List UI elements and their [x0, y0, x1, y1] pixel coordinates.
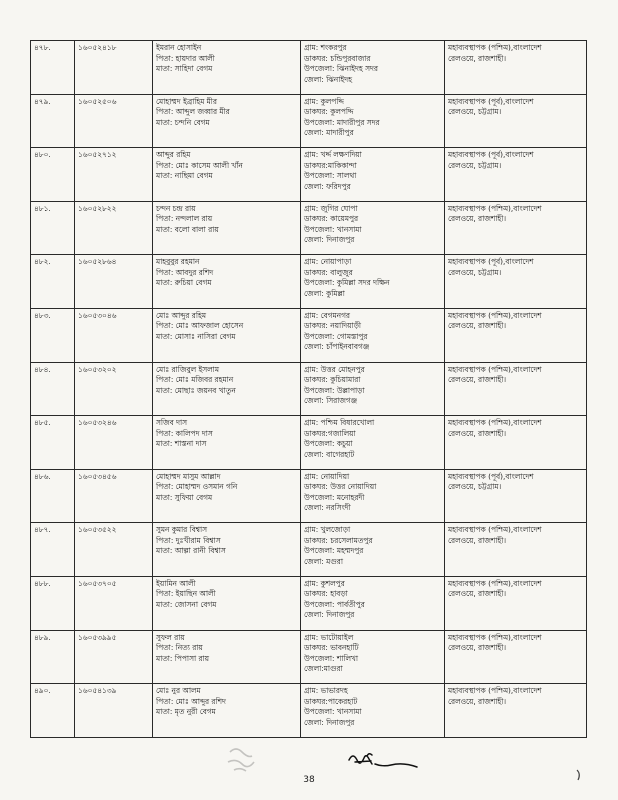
serial-number-cell: [31, 255, 75, 309]
posting-office-cell: [445, 523, 587, 577]
posting-office-cell: [445, 255, 587, 309]
serial-number-cell: [31, 41, 75, 95]
address-line: উপজেলা: মনোহরদী: [304, 492, 365, 502]
father-name: পিতা: নিত্য রায়: [156, 643, 203, 653]
roll-number-cell: [75, 94, 153, 148]
address-line: গ্রাম: নোয়াপাড়া: [304, 257, 352, 267]
mother-name: মাতা: শাস্তনা দাস: [156, 439, 207, 449]
table-row: [31, 201, 587, 255]
serial-number-cell: [31, 630, 75, 684]
father-name: পিতা: মোঃ আব্দুর রশিদ: [156, 696, 226, 706]
address-line: ডাকঘর: হাবড়া: [304, 589, 348, 599]
posting-office-cell: [445, 94, 587, 148]
roll-number-cell: [75, 469, 153, 523]
serial-number: ৪৮২.: [34, 257, 51, 267]
candidate-name: সুমন কুমার বিশ্বাস: [156, 525, 208, 535]
table-row: [31, 469, 587, 523]
address-line: গ্রাম: পশ্চিম বিষারখোলা: [304, 418, 375, 428]
roll-number-cell: [75, 148, 153, 202]
roll-number-cell: [75, 416, 153, 470]
posting-office-line: মহাব্যবস্থাপক (পশ্চিম),বাংলাদেশ: [448, 364, 542, 374]
table-row: [31, 416, 587, 470]
address-line: ডাকঘর: নয়াদিয়াড়ী: [304, 321, 362, 331]
address-line: ডাকঘর: কুলপদ্দি: [304, 107, 354, 117]
father-name: পিতা: আব্দুল জব্বার মীর: [156, 107, 230, 117]
serial-number: ৪৯০.: [34, 686, 51, 696]
mother-name: মাতা: পিপাসা রায়: [156, 653, 210, 663]
address-line: উপজেলা: খানসামা: [304, 224, 362, 234]
candidate-name: ইমরান হোসাইন: [156, 43, 202, 52]
serial-number-cell: [31, 94, 75, 148]
candidate-name-cell: [153, 576, 301, 630]
serial-number: ৪৮১.: [34, 203, 51, 213]
posting-office-line: মহাব্যবস্থাপক (পূর্ব),বাংলাদেশ: [448, 257, 534, 267]
candidate-name: সজিব দাস: [156, 418, 187, 428]
address-line: গ্রাম: বেগমনগর: [304, 310, 351, 320]
candidate-name: সুফল রায়: [156, 632, 185, 642]
address-line: ডাকঘর: ভাবনহাটি: [304, 643, 359, 653]
candidate-rows: [31, 41, 587, 738]
address-line: গ্রাম: উত্তর মোহনপুর: [304, 364, 365, 374]
address-cell: [301, 94, 445, 148]
candidate-name-cell: [153, 630, 301, 684]
address-line: উপজেলা: মাদারীপুর সদর: [304, 117, 380, 127]
address-line: জেলা: দিনাজপুর: [304, 717, 355, 727]
address-line: জেলা: কুমিল্লা: [304, 288, 345, 298]
address-line: ডাকঘর: চন্ডিপুরবাজার: [304, 53, 371, 63]
address-line: উপজেলা: খানসামা: [304, 707, 362, 717]
address-cell: [301, 255, 445, 309]
serial-number: ৪৭৮.: [34, 43, 51, 52]
candidate-name: মোঃ নুর আলম: [156, 686, 201, 696]
address-cell: [301, 630, 445, 684]
candidate-name: চন্দন চন্দ্র রায়: [156, 203, 196, 213]
posting-office-line: রেলওয়ে, চট্টগ্রাম।: [448, 267, 502, 277]
serial-number-cell: [31, 523, 75, 577]
serial-number-cell: [31, 201, 75, 255]
serial-number-cell: [31, 416, 75, 470]
father-name: পিতা: দুঃখীরাম বিশ্বাস: [156, 535, 221, 545]
posting-office-line: রেলওয়ে, রাজশাহী।: [448, 643, 507, 653]
mother-name: মাতা: সাহিদা বেগম: [156, 64, 213, 73]
address-line: জেলা: ঝিনাইদহ: [304, 74, 352, 84]
serial-number: ৪৮৭.: [34, 525, 51, 535]
posting-office-cell: [445, 148, 587, 202]
father-name: পিতা: মোঃ মজিবর রহমান: [156, 375, 234, 385]
roll-number-cell: [75, 576, 153, 630]
candidate-name-cell: [153, 684, 301, 738]
posting-office-line: রেলওয়ে, রাজশাহী।: [448, 535, 507, 545]
posting-office-line: মহাব্যবস্থাপক (পূর্ব),বাংলাদেশ: [448, 150, 534, 160]
candidate-name-cell: [153, 94, 301, 148]
father-name: পিতা: কালিপদ দাস: [156, 428, 213, 438]
serial-number-cell: [31, 308, 75, 362]
address-line: গ্রাম: ভাটোয়াইল: [304, 632, 354, 642]
posting-office-cell: [445, 469, 587, 523]
mother-name: মাতা: মৃত নুরী বেগম: [156, 707, 216, 717]
candidate-table: [30, 40, 587, 738]
table-row: [31, 576, 587, 630]
mother-name: মাতা: বলো বালা রায়: [156, 224, 219, 234]
posting-office-line: মহাব্যবস্থাপক (পশ্চিম),বাংলাদেশ: [448, 203, 542, 213]
posting-office-cell: [445, 308, 587, 362]
address-line: উপজেলা: শালিখা: [304, 653, 358, 663]
candidate-name: মাহবুবুর রহমান: [156, 257, 200, 267]
mother-name: মাতা: রুচিয়া বেগম: [156, 278, 212, 288]
address-line: উপজেলা: মহম্মদপুর: [304, 546, 364, 556]
page-number: 38: [303, 775, 315, 785]
roll-number: ১৬০৫৩৭০৫: [78, 578, 117, 588]
candidate-name-cell: [153, 469, 301, 523]
candidate-name-cell: [153, 41, 301, 95]
signature-image: [345, 746, 423, 776]
address-line: গ্রাম: জুগির ঘোপা: [304, 203, 358, 213]
address-line: ডাকঘর:মাকিকান্দা: [304, 160, 357, 170]
posting-office-line: রেলওয়ে, রাজশাহী।: [448, 696, 507, 706]
posting-office-line: রেলওয়ে, চট্টগ্রাম।: [448, 107, 502, 117]
father-name: পিতা: মোহাম্মদ ওসমান গনি: [156, 482, 238, 492]
address-line: গ্রাম: ভাভারদহ: [304, 686, 348, 696]
roll-number: ১৬০৫২৮২২: [78, 203, 117, 213]
roll-number-cell: [75, 201, 153, 255]
table-row: [31, 148, 587, 202]
serial-number: ৪৮৪.: [34, 364, 51, 374]
candidate-name-cell: [153, 201, 301, 255]
roll-number: ১৬০৫২৫০৬: [78, 96, 117, 106]
address-line: গ্রাম: শংকরপুর: [304, 43, 347, 52]
roll-number: ১৬০৫২৮৬৪: [78, 257, 117, 267]
address-line: ডাকঘর: চরসেলামতপুর: [304, 535, 373, 545]
serial-number: ৪৮৮.: [34, 578, 51, 588]
candidate-name: আব্দুর রহিম: [156, 150, 191, 160]
posting-office-cell: [445, 416, 587, 470]
father-name: পিতা: ইয়াছিন আলী: [156, 589, 216, 599]
address-line: গ্রাম: কুলপদ্দি: [304, 96, 344, 106]
serial-number-cell: [31, 148, 75, 202]
candidate-name: মোহাম্মদ মাসুম আল্লাদ: [156, 471, 221, 481]
posting-office-line: রেলওয়ে, রাজশাহী।: [448, 321, 507, 331]
roll-number-cell: [75, 684, 153, 738]
address-line: গ্রাম: নোয়াদিয়া: [304, 471, 350, 481]
posting-office-line: রেলওয়ে, রাজশাহী।: [448, 375, 507, 385]
address-line: ডাকঘর:গজালিয়া: [304, 428, 356, 438]
serial-number-cell: [31, 576, 75, 630]
mother-name: মাতা: সুফিয়া বেগম: [156, 492, 213, 502]
posting-office-line: রেলওয়ে, চট্টগ্রাম।: [448, 160, 502, 170]
roll-number-cell: [75, 523, 153, 577]
father-name: পিতা: হায়দার আলী: [156, 53, 215, 63]
address-line: জেলা: ফরিদপুর: [304, 181, 351, 191]
roll-number-cell: [75, 308, 153, 362]
serial-number: ৪৮৬.: [34, 471, 51, 481]
posting-office-line: মহাব্যবস্থাপক (পশ্চিম),বাংলাদেশ: [448, 525, 542, 535]
posting-office-line: মহাব্যবস্থাপক (পূর্ব),বাংলাদেশ: [448, 96, 534, 106]
roll-number-cell: [75, 362, 153, 416]
posting-office-cell: [445, 362, 587, 416]
candidate-name-cell: [153, 308, 301, 362]
table-row: [31, 308, 587, 362]
roll-number: ১৬০৫৩২০২: [78, 364, 117, 374]
roll-number-cell: [75, 255, 153, 309]
serial-number: ৪৭৯.: [34, 96, 51, 106]
mother-name: মাতা: মোসাঃ নাসিরা বেগম: [156, 331, 236, 341]
candidate-name: ইয়ামিন আলী: [156, 578, 196, 588]
roll-number: ১৬০৫৩৯৯৫: [78, 632, 117, 642]
serial-number: ৪৮৫.: [34, 418, 51, 428]
candidate-name-cell: [153, 523, 301, 577]
table-row: [31, 630, 587, 684]
posting-office-line: রেলওয়ে, রাজশাহী।: [448, 214, 507, 224]
serial-number-cell: [31, 684, 75, 738]
roll-number: ১৬০৫২৭১২: [78, 150, 117, 160]
posting-office-line: রেলওয়ে, রাজশাহী।: [448, 53, 507, 63]
roll-number: ১৬০৫৩২৪৬: [78, 418, 117, 428]
address-cell: [301, 201, 445, 255]
posting-office-line: মহাব্যবস্থাপক (পশ্চিম),বাংলাদেশ: [448, 686, 542, 696]
serial-number: ৪৮৩.: [34, 310, 51, 320]
address-line: জেলা: মাদারীপুর: [304, 128, 354, 138]
address-line: ডাকঘর: উত্তর নোয়াদিয়া: [304, 482, 377, 492]
address-line: জেলা: দিনাজপুর: [304, 610, 355, 620]
scan-smudge-mark: [222, 738, 262, 778]
posting-office-cell: [445, 630, 587, 684]
address-line: জেলা: সিরাজগঞ্জ: [304, 396, 358, 406]
posting-office-cell: [445, 576, 587, 630]
father-name: পিতা: নন্দলাল রায়: [156, 214, 213, 224]
serial-number-cell: [31, 469, 75, 523]
address-line: উপজেলা: কচুয়া: [304, 439, 353, 449]
mother-name: মাতা: মোছাঃ জয়নব খাতুন: [156, 385, 236, 395]
address-cell: [301, 41, 445, 95]
address-line: উপজেলা: পার্বতীপুর: [304, 599, 365, 609]
address-line: জেলা: দিনাজপুর: [304, 235, 355, 245]
table-row: [31, 523, 587, 577]
posting-office-line: মহাব্যবস্থাপক (পশ্চিম),বাংলাদেশ: [448, 310, 542, 320]
address-line: জেলা: চাঁপাইনবাবগঞ্জ: [304, 342, 370, 352]
posting-office-cell: [445, 41, 587, 95]
posting-office-line: মহাব্যবস্থাপক (পূর্ব),বাংলাদেশ: [448, 471, 534, 481]
address-cell: [301, 148, 445, 202]
serial-number: ৪৮৯.: [34, 632, 51, 642]
address-line: উপজেলা: উল্লাপাড়া: [304, 385, 365, 395]
table-row: [31, 94, 587, 148]
posting-office-line: রেলওয়ে, রাজশাহী।: [448, 589, 507, 599]
table-row: [31, 255, 587, 309]
candidate-name: মোঃ রাজিবুল ইসলাম: [156, 364, 219, 374]
mother-name: মাতা: জোসনা বেগম: [156, 599, 217, 609]
address-line: জেলা: বাগেরহাট: [304, 449, 355, 459]
address-line: জেলা: নরসিংদী: [304, 503, 351, 513]
father-name: পিতা: মোঃ কাসেম আলী খাঁন: [156, 160, 243, 170]
address-line: গ্রাম: খুলজোড়া: [304, 525, 351, 535]
roll-number: ১৬০৫৪১৩৯: [78, 686, 117, 696]
address-cell: [301, 523, 445, 577]
candidate-name-cell: [153, 416, 301, 470]
address-cell: [301, 362, 445, 416]
posting-office-line: মহাব্যবস্থাপক (পশ্চিম),বাংলাদেশ: [448, 418, 542, 428]
address-line: উপজেলা: গোমস্তাপুর: [304, 331, 368, 341]
posting-office-line: রেলওয়ে, চট্টগ্রাম।: [448, 482, 502, 492]
candidate-name: মোঃ আব্দুর রহিম: [156, 310, 206, 320]
address-line: ডাকঘর: কুচিয়ামারা: [304, 375, 361, 385]
candidate-name-cell: [153, 255, 301, 309]
address-line: ডাকঘর: কায়েমপুর: [304, 214, 359, 224]
roll-number-cell: [75, 41, 153, 95]
address-cell: [301, 308, 445, 362]
mother-name: মাতা: নাছিমা বেগম: [156, 171, 213, 181]
serial-number-cell: [31, 362, 75, 416]
address-cell: [301, 576, 445, 630]
address-line: ডাকঘর:পাকেরহাট: [304, 696, 358, 706]
address-line: উপজেলা: কুমিল্লা সদর দক্ষিন: [304, 278, 390, 288]
father-name: পিতা: মোঃ আফজাল হোসেন: [156, 321, 244, 331]
posting-office-line: মহাব্যবস্থাপক (পশ্চিম),বাংলাদেশ: [448, 43, 542, 52]
roll-number: ১৬০৫৩০৪৬: [78, 310, 117, 320]
candidate-name: মোহাম্মদ ইব্রাহিম মীর: [156, 96, 217, 106]
serial-number: ৪৮০.: [34, 150, 51, 160]
mother-name: মাতা: চন্দনি বেগম: [156, 117, 210, 127]
address-line: ডাকঘর: বালুজুর: [304, 267, 353, 277]
address-line: গ্রাম: খর্দ্দ লক্ষণদিয়া: [304, 150, 362, 160]
address-line: গ্রাম: কুশলপুর: [304, 578, 345, 588]
table-row: [31, 684, 587, 738]
address-cell: [301, 684, 445, 738]
posting-office-line: মহাব্যবস্থাপক (পশ্চিম),বাংলাদেশ: [448, 578, 542, 588]
address-line: উপজেলা: সালথা: [304, 171, 357, 181]
table-row: [31, 41, 587, 95]
address-cell: [301, 469, 445, 523]
father-name: পিতা: আবদুর রশিদ: [156, 267, 214, 277]
posting-office-line: মহাব্যবস্থাপক (পশ্চিম),বাংলাদেশ: [448, 632, 542, 642]
roll-number: ১৬০৫৩৪৫৬: [78, 471, 117, 481]
roll-number: ১৬০৫২৪১৮: [78, 43, 117, 52]
address-line: জেলা: মগুরা: [304, 556, 343, 566]
address-line: জেলা:মাগুরা: [304, 664, 343, 674]
posting-office-cell: [445, 201, 587, 255]
table-row: [31, 362, 587, 416]
address-cell: [301, 416, 445, 470]
candidate-name-cell: [153, 362, 301, 416]
mother-name: মাতা: আল্পা রানী বিশ্বাস: [156, 546, 226, 556]
address-line: উপজেলা: ঝিনাইদহ সদর: [304, 64, 378, 73]
posting-office-line: রেলওয়ে, রাজশাহী।: [448, 428, 507, 438]
roll-number: ১৬০৫৩৫২২: [78, 525, 117, 535]
posting-office-cell: [445, 684, 587, 738]
candidate-name-cell: [153, 148, 301, 202]
roll-number-cell: [75, 630, 153, 684]
